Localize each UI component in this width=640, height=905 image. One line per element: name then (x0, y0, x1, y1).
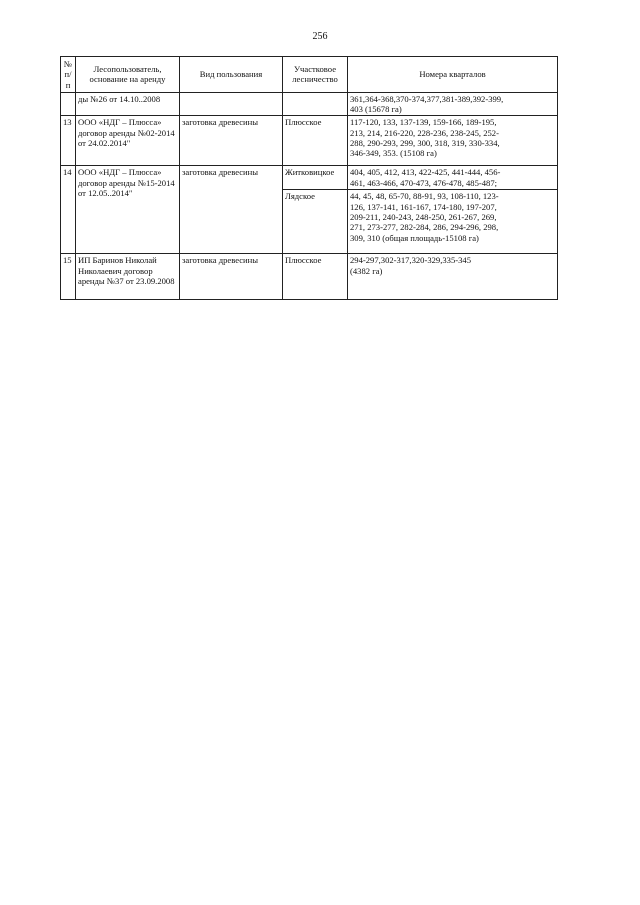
row-quarters: 44, 45, 48, 65-70, 88-91, 93, 108-110, 123- 126, 137-141, 161-167, 174-180, 197-207, 209-211, 240-243, 248-250, 261-267, 269, 271, 273-277, 282-284, 286, 294-296, 298, 309, 310 (общая площадь-15108 га) (348, 190, 558, 254)
row-quarters: 294-297,302-317,320-329,335-345 (4382 га) (348, 254, 558, 300)
row-use (180, 92, 283, 116)
row-use: заготовка древесины (180, 254, 283, 300)
row-forestry: Житковицкое (283, 166, 348, 190)
table-row (61, 166, 558, 190)
page-number: 256 (312, 31, 328, 42)
row-num (61, 92, 76, 116)
row-num: 14 (61, 166, 76, 254)
row-user: ды №26 от 14.10..2008 (76, 92, 180, 116)
header-forestry: Участковое лесничество (283, 57, 348, 93)
row-use: заготовка древесины (180, 116, 283, 166)
row-quarters: 361,364-368,370-374,377,381-389,392-399, 403 (15678 га) (348, 92, 558, 116)
row-forestry (283, 92, 348, 116)
row-user: ООО «НДГ – Плюсса» договор аренды №15-2014 от 12.05..2014" (76, 166, 180, 254)
header-quarters: Номера кварталов (348, 57, 558, 93)
row-user: ООО «НДГ – Плюсса» договор аренды №02-2014 от 24.02.2014" (76, 116, 180, 166)
table-header-row (61, 57, 558, 93)
row-use: заготовка древесины (180, 166, 283, 254)
row-num: 15 (61, 254, 76, 300)
row-user: ИП Баринов Николай Николаевич договор аренды №37 от 23.09.2008 (76, 254, 180, 300)
header-num: № п/п (61, 57, 76, 93)
row-forestry: Плюсское (283, 254, 348, 300)
row-forestry: Плюсское (283, 116, 348, 166)
row-forestry: Лядское (283, 190, 348, 254)
forest-lease-table (60, 56, 558, 300)
header-use: Вид пользования (180, 57, 283, 93)
header-user: Лесопользователь, основание на аренду (76, 57, 180, 93)
table-row (61, 92, 558, 116)
row-num: 13 (61, 116, 76, 166)
row-quarters: 404, 405, 412, 413, 422-425, 441-444, 456- 461, 463-466, 470-473, 476-478, 485-487; (348, 166, 558, 190)
table-row (61, 116, 558, 166)
row-quarters: 117-120, 133, 137-139, 159-166, 189-195, 213, 214, 216-220, 228-236, 238-245, 252- 288, 290-293, 299, 300, 318, 319, 330-334, 346-349, 353. (15108 га) (348, 116, 558, 166)
table-row (61, 254, 558, 300)
